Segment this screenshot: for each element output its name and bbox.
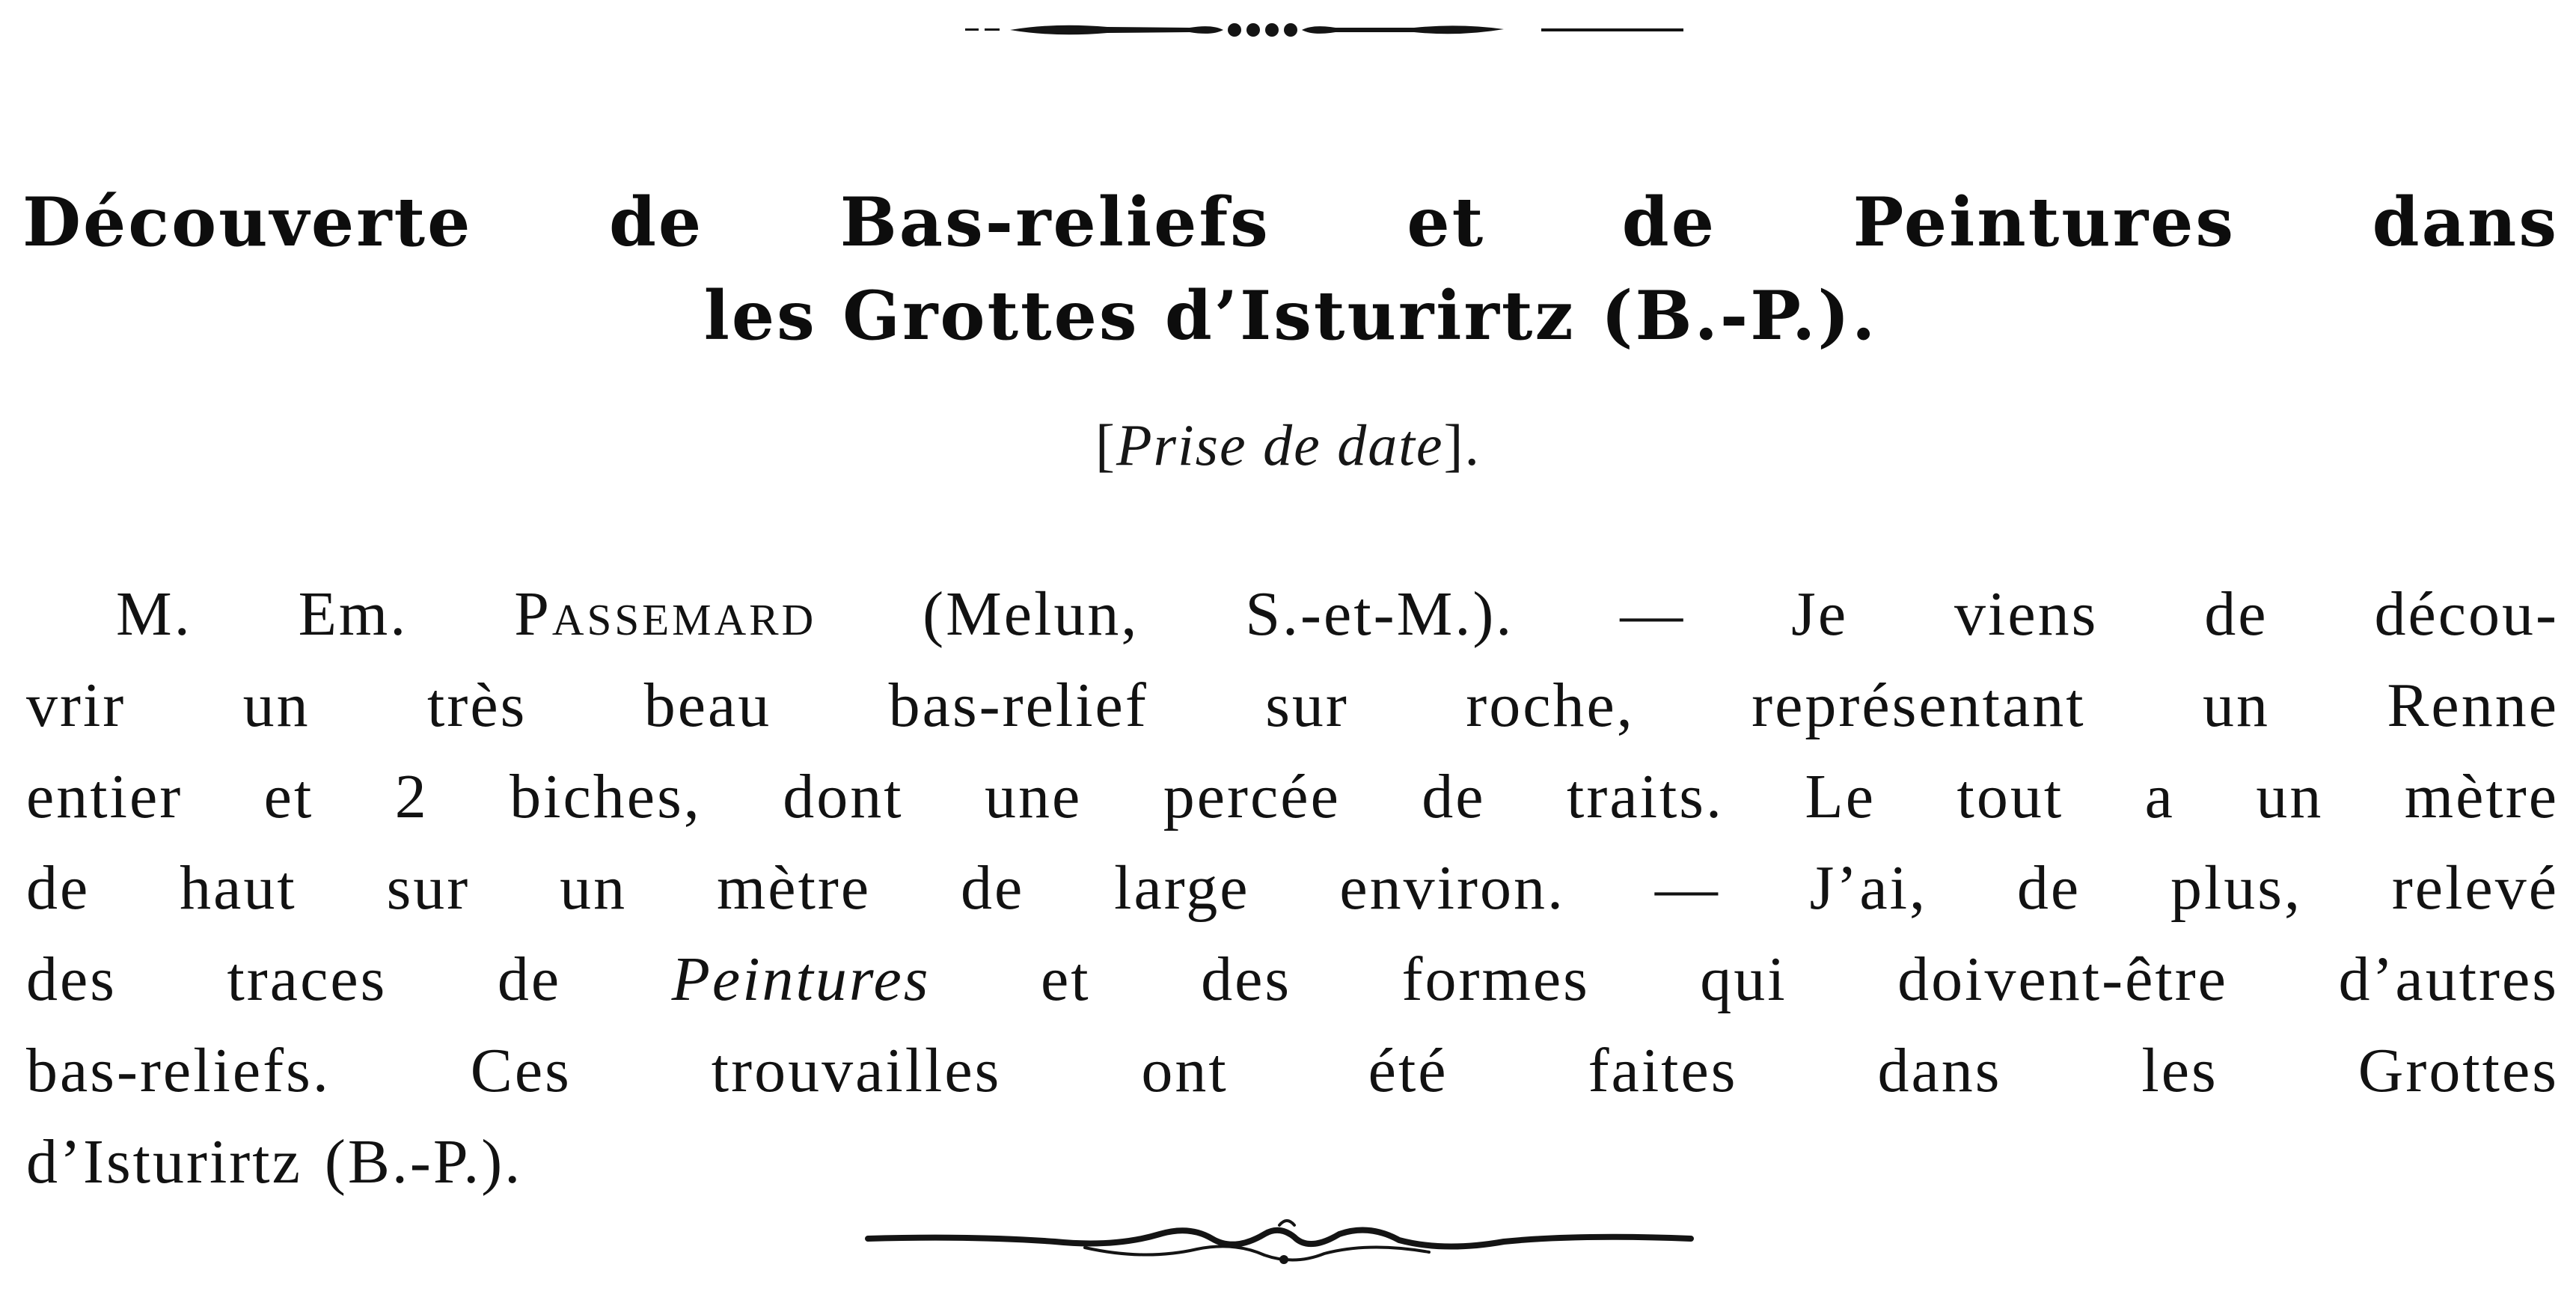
paragraph-line-7: d’Isturirtz (B.-P.). [26,1127,523,1197]
bottom-flourish-ornament [860,1209,1698,1276]
subtitle [0,408,2576,483]
article-title [22,176,2559,363]
paragraph-line-5-start: des traces de [26,944,672,1014]
top-rule-ornament [965,13,1683,46]
paragraph-line-3: entier et 2 biches, dont une percée de traits. Le tout a un mètre [26,762,2559,831]
article-paragraph [26,569,2559,1208]
author-prefix: M. Em. [116,579,515,649]
paragraph-line-6: bas-reliefs. Ces trouvailles ont été faites dans les Grottes [26,1036,2559,1105]
paragraph-line-5-end: et des formes qui doivent-être d’autres [930,944,2559,1014]
title-line-2: les Grottes d’Isturirtz (B.-P.). [703,276,1878,355]
paragraph-line-4: de haut sur un mètre de large environ. — J’ai, de plus, relevé [26,853,2559,923]
subtitle-close-bracket: ]. [1443,412,1481,477]
italic-peintures: Peintures [671,944,931,1014]
paragraph-line-1-rest: (Melun, S.-et-M.). — Je viens de décou- [816,579,2559,649]
paragraph-line-1 [26,569,2559,660]
title-line-1: Découverte de Bas-reliefs et de Peintures dans [22,183,2559,262]
subtitle-text: Prise de date [1116,412,1444,477]
paragraph-line-5 [26,934,2559,1025]
paragraph-line-2: vrir un très beau bas-relief sur roche, représentant un Renne [26,671,2559,740]
author-name: Passemard [514,579,817,649]
subtitle-open-bracket: [ [1095,412,1116,477]
